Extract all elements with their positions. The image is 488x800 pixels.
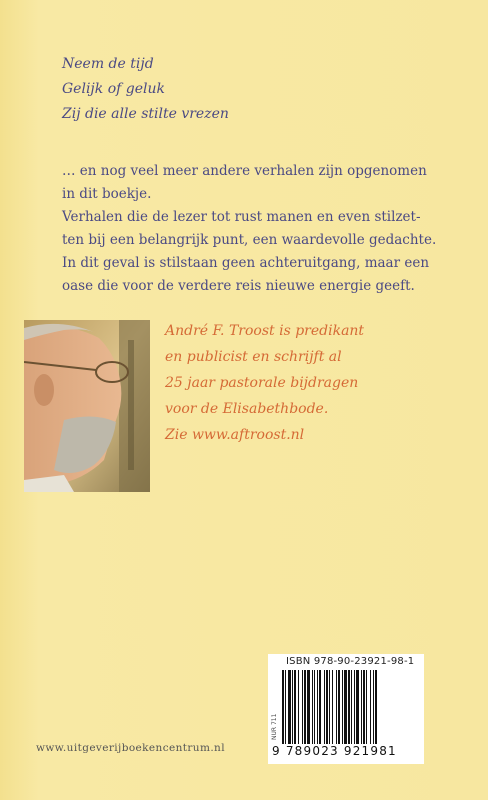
barcode-label: [268, 654, 424, 764]
story-titles: [62, 52, 229, 127]
barcode-bar: [344, 670, 347, 744]
author-bio-line: en publicist en schrijft al: [165, 349, 342, 365]
barcode-bar: [354, 670, 355, 744]
barcode-bar: [298, 670, 299, 744]
blurb-line: … en nog veel meer andere verhalen zijn opgenomen: [62, 163, 427, 179]
isbn-text: ISBN 978-90-23921-98-1: [286, 656, 415, 667]
barcode-bar: [319, 670, 321, 744]
barcode-bar: [312, 670, 313, 744]
author-photo: [24, 320, 150, 492]
nur-code: NUR 711: [271, 713, 278, 740]
barcode-bar: [356, 670, 359, 744]
blurb-line: Verhalen die de lezer tot rust manen en even stilzet-: [62, 209, 421, 225]
barcode-bar: [361, 670, 362, 744]
story-title: Zij die alle stilte vrezen: [62, 106, 229, 122]
barcode-digits: 9 789023 921981: [272, 744, 397, 758]
author-bio-line: 25 jaar pastorale bijdragen: [165, 375, 359, 391]
barcode-bar: [329, 670, 330, 744]
barcode-bar: [307, 670, 310, 744]
blurb-line: in dit boekje.: [62, 186, 152, 202]
author-bio: [165, 318, 364, 448]
story-title: Gelijk of geluk: [62, 81, 165, 97]
barcode-bar: [366, 670, 367, 744]
barcode-bar: [348, 670, 350, 744]
barcode-bar: [326, 670, 328, 744]
barcode-bar: [336, 670, 337, 744]
barcode-bar: [292, 670, 293, 744]
barcode-bar: [370, 670, 371, 744]
blurb-paragraph: [62, 160, 442, 298]
barcode-bar: [285, 670, 286, 744]
barcode-bar: [363, 670, 365, 744]
blurb-line: ten bij een belangrijk punt, een waardevolle gedachte.: [62, 232, 437, 248]
author-bio-line: voor de Elisabethbode.: [165, 401, 329, 417]
blurb-line: In dit geval is stilstaan geen achteruitgang, maar een: [62, 255, 430, 271]
barcode-bars: [282, 670, 420, 744]
barcode-bar: [314, 670, 315, 744]
barcode-bar: [324, 670, 325, 744]
barcode-bar: [351, 670, 352, 744]
barcode-bar: [288, 670, 291, 744]
barcode-bar: [375, 670, 377, 744]
publisher-url: www.uitgeverijboekencentrum.nl: [36, 742, 225, 754]
author-portrait-image: [24, 320, 150, 492]
blurb-line: oase die voor de verdere reis nieuwe energie geeft.: [62, 278, 415, 294]
barcode-bar: [294, 670, 296, 744]
barcode-bar: [304, 670, 306, 744]
barcode-bar: [332, 670, 333, 744]
barcode-bar: [282, 670, 284, 744]
barcode-bar: [302, 670, 303, 744]
author-bio-line: André F. Troost is predikant: [165, 323, 365, 339]
barcode-bar: [317, 670, 318, 744]
author-bio-line: Zie www.aftroost.nl: [165, 427, 305, 443]
barcode-bar: [338, 670, 340, 744]
story-title: Neem de tijd: [62, 56, 154, 72]
barcode-bar: [342, 670, 343, 744]
barcode-bar: [373, 670, 374, 744]
